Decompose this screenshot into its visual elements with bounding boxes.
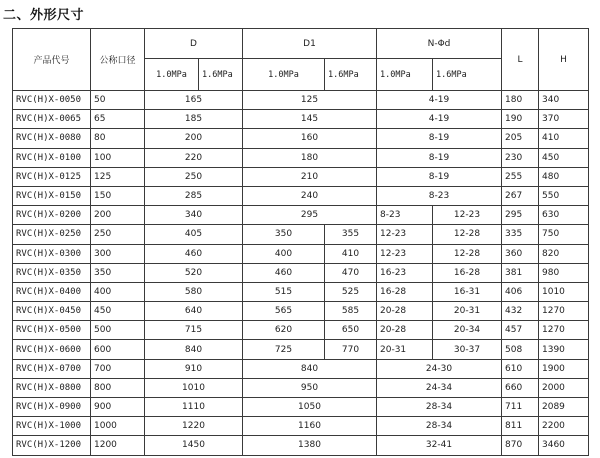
cell-n-1.6mpa: 12-23 — [433, 206, 502, 225]
cell-n-1.0mpa: 20-31 — [377, 340, 433, 359]
table-row — [13, 321, 589, 340]
cell-n-1.6mpa: 20-34 — [433, 321, 502, 340]
cell-n-1.0mpa: 8-23 — [377, 206, 433, 225]
dimension-table — [12, 28, 589, 456]
cell-n-phi-d: 8-19 — [377, 167, 502, 186]
table-row — [13, 206, 589, 225]
cell-l: 406 — [502, 282, 539, 301]
cell-d1: 1380 — [243, 436, 377, 455]
cell-h: 450 — [539, 148, 589, 167]
cell-d: 220 — [145, 148, 243, 167]
cell-n-1.0mpa: 16-28 — [377, 282, 433, 301]
cell-d1-1.6mpa: 585 — [325, 302, 377, 321]
header-nominal-diameter: 公称口径 — [91, 29, 145, 91]
cell-n-1.6mpa: 30-37 — [433, 340, 502, 359]
table-row — [13, 417, 589, 436]
cell-d: 200 — [145, 129, 243, 148]
cell-l: 610 — [502, 359, 539, 378]
cell-model: RVC(H)X-0200 — [13, 206, 91, 225]
cell-l: 811 — [502, 417, 539, 436]
cell-h: 480 — [539, 167, 589, 186]
cell-n-phi-d: 8-19 — [377, 148, 502, 167]
cell-d1-1.0mpa: 515 — [243, 282, 325, 301]
table-row — [13, 129, 589, 148]
header-d-1.0mpa: 1.0MPa — [145, 59, 199, 91]
cell-model: RVC(H)X-1000 — [13, 417, 91, 436]
cell-h: 1270 — [539, 321, 589, 340]
table-row — [13, 244, 589, 263]
cell-nominal-diameter: 200 — [91, 206, 145, 225]
cell-n-phi-d: 24-34 — [377, 378, 502, 397]
cell-d1: 240 — [243, 186, 377, 205]
cell-d1-1.6mpa: 650 — [325, 321, 377, 340]
cell-nominal-diameter: 125 — [91, 167, 145, 186]
cell-d: 840 — [145, 340, 243, 359]
cell-h: 1390 — [539, 340, 589, 359]
cell-h: 750 — [539, 225, 589, 244]
cell-d1: 210 — [243, 167, 377, 186]
cell-nominal-diameter: 100 — [91, 148, 145, 167]
cell-n-phi-d: 28-34 — [377, 398, 502, 417]
cell-d1: 950 — [243, 378, 377, 397]
cell-l: 457 — [502, 321, 539, 340]
cell-model: RVC(H)X-0100 — [13, 148, 91, 167]
cell-n-phi-d: 4-19 — [377, 110, 502, 129]
cell-d: 1110 — [145, 398, 243, 417]
cell-d: 460 — [145, 244, 243, 263]
cell-d1-1.0mpa: 400 — [243, 244, 325, 263]
cell-d1-1.0mpa: 620 — [243, 321, 325, 340]
cell-l: 230 — [502, 148, 539, 167]
table-row — [13, 186, 589, 205]
section-title: 二、外形尺寸 — [3, 8, 85, 23]
cell-d1-1.0mpa: 350 — [243, 225, 325, 244]
cell-h: 2000 — [539, 378, 589, 397]
table-row — [13, 91, 589, 110]
cell-h: 1010 — [539, 282, 589, 301]
cell-h: 820 — [539, 244, 589, 263]
cell-nominal-diameter: 700 — [91, 359, 145, 378]
cell-n-1.6mpa: 20-31 — [433, 302, 502, 321]
cell-h: 410 — [539, 129, 589, 148]
cell-d1: 295 — [243, 206, 377, 225]
table-row — [13, 436, 589, 455]
cell-n-1.0mpa: 20-28 — [377, 321, 433, 340]
cell-d: 1220 — [145, 417, 243, 436]
table-row — [13, 110, 589, 129]
cell-d1-1.0mpa: 565 — [243, 302, 325, 321]
cell-n-1.6mpa: 12-28 — [433, 225, 502, 244]
cell-h: 340 — [539, 91, 589, 110]
cell-l: 660 — [502, 378, 539, 397]
table-row — [13, 340, 589, 359]
cell-d1: 1050 — [243, 398, 377, 417]
header-d-1.6mpa: 1.6MPa — [199, 59, 243, 91]
cell-h: 370 — [539, 110, 589, 129]
cell-nominal-diameter: 150 — [91, 186, 145, 205]
cell-nominal-diameter: 800 — [91, 378, 145, 397]
cell-l: 335 — [502, 225, 539, 244]
cell-d: 285 — [145, 186, 243, 205]
cell-model: RVC(H)X-1200 — [13, 436, 91, 455]
cell-h: 2089 — [539, 398, 589, 417]
header-d1-1.6mpa: 1.6MPa — [325, 59, 377, 91]
cell-d: 165 — [145, 91, 243, 110]
cell-d: 1450 — [145, 436, 243, 455]
cell-l: 267 — [502, 186, 539, 205]
table-row — [13, 378, 589, 397]
cell-d: 405 — [145, 225, 243, 244]
cell-l: 711 — [502, 398, 539, 417]
cell-l: 381 — [502, 263, 539, 282]
cell-d: 910 — [145, 359, 243, 378]
cell-model: RVC(H)X-0400 — [13, 282, 91, 301]
cell-l: 508 — [502, 340, 539, 359]
cell-d1-1.6mpa: 470 — [325, 263, 377, 282]
cell-d: 250 — [145, 167, 243, 186]
cell-l: 205 — [502, 129, 539, 148]
cell-model: RVC(H)X-0125 — [13, 167, 91, 186]
cell-model: RVC(H)X-0250 — [13, 225, 91, 244]
table-row — [13, 148, 589, 167]
cell-h: 630 — [539, 206, 589, 225]
cell-nominal-diameter: 1200 — [91, 436, 145, 455]
table-row — [13, 167, 589, 186]
cell-nominal-diameter: 900 — [91, 398, 145, 417]
table-row — [13, 225, 589, 244]
cell-h: 550 — [539, 186, 589, 205]
cell-model: RVC(H)X-0065 — [13, 110, 91, 129]
cell-d: 1010 — [145, 378, 243, 397]
header-l: L — [502, 29, 539, 91]
cell-n-phi-d: 4-19 — [377, 91, 502, 110]
cell-d: 520 — [145, 263, 243, 282]
cell-nominal-diameter: 65 — [91, 110, 145, 129]
cell-d1-1.0mpa: 460 — [243, 263, 325, 282]
cell-l: 295 — [502, 206, 539, 225]
cell-d: 715 — [145, 321, 243, 340]
cell-model: RVC(H)X-0150 — [13, 186, 91, 205]
header-n-phi-d: N-Φd — [377, 29, 502, 59]
cell-model: RVC(H)X-0800 — [13, 378, 91, 397]
cell-n-1.0mpa: 12-23 — [377, 225, 433, 244]
cell-n-1.6mpa: 16-31 — [433, 282, 502, 301]
cell-nominal-diameter: 400 — [91, 282, 145, 301]
header-d1: D1 — [243, 29, 377, 59]
cell-nominal-diameter: 350 — [91, 263, 145, 282]
cell-d1-1.0mpa: 725 — [243, 340, 325, 359]
cell-n-phi-d: 24-30 — [377, 359, 502, 378]
cell-d1-1.6mpa: 410 — [325, 244, 377, 263]
header-h: H — [539, 29, 589, 91]
cell-model: RVC(H)X-0450 — [13, 302, 91, 321]
cell-nominal-diameter: 250 — [91, 225, 145, 244]
cell-d1: 1160 — [243, 417, 377, 436]
header-d: D — [145, 29, 243, 59]
table-row — [13, 263, 589, 282]
header-model: 产品代号 — [13, 29, 91, 91]
cell-model: RVC(H)X-0900 — [13, 398, 91, 417]
cell-d: 340 — [145, 206, 243, 225]
cell-l: 180 — [502, 91, 539, 110]
cell-model: RVC(H)X-0350 — [13, 263, 91, 282]
cell-n-phi-d: 8-19 — [377, 129, 502, 148]
cell-l: 255 — [502, 167, 539, 186]
header-d1-1.0mpa: 1.0MPa — [243, 59, 325, 91]
cell-nominal-diameter: 500 — [91, 321, 145, 340]
cell-d: 580 — [145, 282, 243, 301]
header-n-1.0mpa: 1.0MPa — [377, 59, 433, 91]
cell-d1-1.6mpa: 525 — [325, 282, 377, 301]
cell-model: RVC(H)X-0700 — [13, 359, 91, 378]
cell-nominal-diameter: 50 — [91, 91, 145, 110]
cell-n-1.6mpa: 16-28 — [433, 263, 502, 282]
cell-n-phi-d: 32-41 — [377, 436, 502, 455]
table-row — [13, 398, 589, 417]
cell-l: 360 — [502, 244, 539, 263]
cell-d: 185 — [145, 110, 243, 129]
cell-l: 870 — [502, 436, 539, 455]
cell-model: RVC(H)X-0500 — [13, 321, 91, 340]
table-row — [13, 302, 589, 321]
cell-n-1.0mpa: 16-23 — [377, 263, 433, 282]
cell-l: 190 — [502, 110, 539, 129]
cell-nominal-diameter: 1000 — [91, 417, 145, 436]
cell-h: 1270 — [539, 302, 589, 321]
cell-n-1.6mpa: 12-28 — [433, 244, 502, 263]
cell-d1: 840 — [243, 359, 377, 378]
cell-nominal-diameter: 80 — [91, 129, 145, 148]
cell-l: 432 — [502, 302, 539, 321]
table-row — [13, 282, 589, 301]
header-n-1.6mpa: 1.6MPa — [433, 59, 502, 91]
cell-n-1.0mpa: 20-28 — [377, 302, 433, 321]
cell-d1-1.6mpa: 355 — [325, 225, 377, 244]
cell-model: RVC(H)X-0300 — [13, 244, 91, 263]
cell-d1: 160 — [243, 129, 377, 148]
cell-nominal-diameter: 600 — [91, 340, 145, 359]
cell-d1-1.6mpa: 770 — [325, 340, 377, 359]
cell-model: RVC(H)X-0050 — [13, 91, 91, 110]
cell-d1: 145 — [243, 110, 377, 129]
cell-n-1.0mpa: 12-23 — [377, 244, 433, 263]
cell-model: RVC(H)X-0600 — [13, 340, 91, 359]
cell-d: 640 — [145, 302, 243, 321]
cell-model: RVC(H)X-0080 — [13, 129, 91, 148]
cell-d1: 125 — [243, 91, 377, 110]
cell-n-phi-d: 28-34 — [377, 417, 502, 436]
cell-n-phi-d: 8-23 — [377, 186, 502, 205]
cell-h: 1900 — [539, 359, 589, 378]
cell-h: 3460 — [539, 436, 589, 455]
cell-nominal-diameter: 300 — [91, 244, 145, 263]
table-row — [13, 359, 589, 378]
cell-h: 2200 — [539, 417, 589, 436]
cell-h: 980 — [539, 263, 589, 282]
cell-nominal-diameter: 450 — [91, 302, 145, 321]
cell-d1: 180 — [243, 148, 377, 167]
